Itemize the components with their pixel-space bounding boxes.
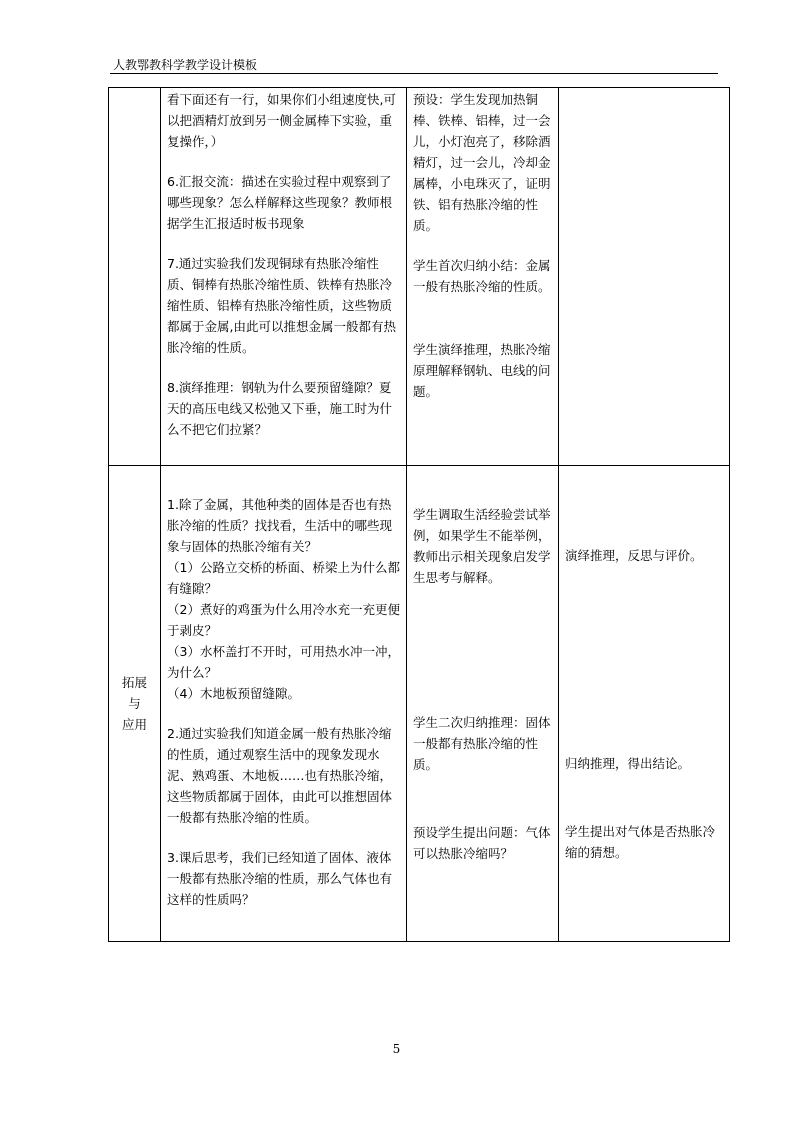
teacher-question-2: 2.通过实验我们知道金属一般有热胀冷缩的性质，通过观察生活中的现象发现水泥、熟鸡蛋、木地板……也有热胀冷缩，这些物质都属于固体，由此可以推想固体一般都有热胀冷缩的性质。 bbox=[167, 726, 393, 825]
student-question: 预设学生提出问题：气体可以热胀冷缩吗？ bbox=[413, 825, 551, 861]
intent-hypothesis: 学生提出对气体是否热胀冷缩的猜想。 bbox=[565, 824, 716, 860]
intent-induction: 归纳推理，得出结论。 bbox=[565, 756, 691, 771]
example-item: （2）煮好的鸡蛋为什么用冷水充一充更便于剥皮？ bbox=[167, 602, 400, 638]
design-intent-cell bbox=[559, 466, 730, 942]
example-item: （4）木地板预留缝隙。 bbox=[167, 686, 300, 701]
page-number: 5 bbox=[392, 1042, 401, 1056]
example-item: （1）公路立交桥的桥面、桥梁上为什么都有缝隙？ bbox=[167, 560, 400, 596]
student-activity-cell bbox=[407, 466, 559, 942]
stage-label-part: 应用 bbox=[121, 717, 147, 732]
stage-label-part: 与 bbox=[128, 696, 141, 711]
teacher-question-1: 1.除了金属，其他种类的固体是否也有热胀冷缩的性质？找找看，生活中的哪些现象与固体的热胀冷缩有关？ bbox=[167, 497, 393, 554]
intent-deduction: 演绎推理，反思与评价。 bbox=[565, 548, 703, 563]
student-summary-1: 学生首次归纳小结：金属一般有热胀冷缩的性质。 bbox=[413, 258, 551, 294]
page-header-title: 人教鄂教科学教学设计模板 bbox=[113, 58, 258, 72]
student-prediction: 预设：学生发现加热铜棒、铁棒、铝棒，过一会儿，小灯泡亮了，移除酒精灯，过一会儿，冷却金属棒，小电珠灭了，证明铁、铝有热胀冷缩的性质。 bbox=[413, 92, 551, 233]
teacher-activity-cell bbox=[161, 466, 407, 942]
teacher-step-continue: 看下面还有一行，如果你们小组速度快,可以把酒精灯放到另一侧金属棒下实验，重复操作，） bbox=[167, 92, 396, 149]
teacher-step-6: 6.汇报交流：描述在实验过程中观察到了哪些现象？怎么样解释这些现象？教师根据学生汇报适时板书现象 bbox=[167, 174, 393, 231]
header-divider bbox=[110, 73, 718, 74]
lesson-table bbox=[108, 87, 730, 942]
stage-cell bbox=[109, 88, 161, 466]
teacher-step-7: 7.通过实验我们发现铜球有热胀冷缩性质、铜棒有热胀冷缩性质、铁棒有热胀冷缩性质、铝棒有热胀冷缩性质，这些物质都属于金属,由此可以推想金属一般都有热胀冷缩的性质。 bbox=[167, 256, 396, 355]
table-row bbox=[109, 466, 730, 942]
table-row bbox=[109, 88, 730, 466]
teacher-step-8: 8.演绎推理：钢轨为什么要预留缝隙？夏天的高压电线又松弛又下垂，施工时为什么不把它们拉紧？ bbox=[167, 380, 393, 437]
example-item: （3）水杯盖打不开时，可用热水冲一冲，为什么？ bbox=[167, 644, 400, 680]
stage-cell bbox=[109, 466, 161, 942]
design-intent-cell bbox=[559, 88, 730, 466]
stage-label-part: 拓展 bbox=[121, 675, 147, 690]
student-summary-2: 学生二次归纳推理：固体一般都有热胀冷缩的性质。 bbox=[413, 715, 551, 772]
teacher-activity-cell bbox=[161, 88, 407, 466]
student-deduction: 学生演绎推理，热胀冷缩原理解释钢轨、电线的问题。 bbox=[413, 342, 551, 399]
student-activity-cell bbox=[407, 88, 559, 466]
teacher-question-3: 3.课后思考，我们已经知道了固体、液体一般都有热胀冷缩的性质，那么气体也有这样的性质吗？ bbox=[167, 850, 393, 907]
student-example: 学生调取生活经验尝试举例，如果学生不能举例，教师出示相关现象启发学生思考与解释。 bbox=[413, 507, 551, 585]
